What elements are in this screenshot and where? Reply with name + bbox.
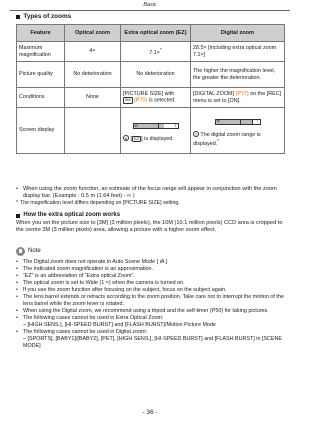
header-feature: Feature: [17, 25, 65, 42]
page-link-p70[interactable]: (P70): [134, 97, 148, 104]
section-title-text: Types of zooms: [23, 13, 72, 20]
note-list: [16, 259, 286, 350]
row-label: Conditions: [17, 88, 65, 108]
cell-optical: No deterioration: [65, 62, 121, 88]
callout-7-icon: 7: [194, 131, 198, 137]
extra-zoom-paragraph: When you set the picture size to [3M] (3 million pixels), the 10M (10.1 million pixels) CCD area is cropped to the centre 3M (3 million pixels) area, allowing a picture with a higher zoom effect.: [16, 220, 283, 234]
list-item: • The following cases cannot be used in Digital zoom:: [16, 329, 148, 336]
page-number: - 36 -: [142, 409, 158, 416]
ez-zoom-bar: W T: [134, 123, 177, 128]
row-label: Screen display: [17, 108, 65, 154]
row-label: Maximum magnification: [17, 42, 65, 62]
list-item: • The indicated zoom magnification is an approximation.: [16, 266, 154, 273]
table-row: [17, 42, 285, 62]
page-link-p77[interactable]: (P77): [235, 91, 249, 98]
square-bullet-icon: [16, 214, 20, 218]
cell-digital: 28.5× [including extra optical zoom 7.1×]: [191, 42, 285, 62]
table-row: [17, 108, 285, 154]
cell-digital: [DIGITAL ZOOM] (P77) on the [REC] menu is set to [ON].: [191, 88, 285, 108]
list-item: • “EZ” is an abbreviation of “Extra optical Zoom”.: [16, 273, 135, 280]
cell-ez: No deterioration: [121, 62, 191, 88]
header-ez: Extra optical zoom (EZ): [121, 25, 191, 42]
table-header-row: [17, 25, 285, 42]
picture-size-3m-icon: 3M: [125, 97, 131, 103]
header-rule: [10, 10, 290, 11]
cell-digital-display: W T 7 The digital zoom range is displayed.*: [191, 108, 285, 154]
footnote: * The magnification level differs depending on [PICTURE SIZE] setting.: [16, 200, 180, 207]
note-icon: [16, 247, 25, 256]
list-subitem: – [SPORTS], [BABY1]/[BABY2], [PET], [HIGH SENS.], [HI-SPEED BURST] and [FLASH BURST] in [SCENE MODE]: [23, 336, 283, 350]
zoom-types-table: [16, 24, 285, 154]
list-item: • When using the Digital zoom, we recommend using a tripod and the self-timer (P50) for taking pictures.: [16, 308, 269, 315]
cell-digital: The higher the magnification level, the greater the deterioration.: [191, 62, 285, 88]
header-digital: Digital zoom: [191, 25, 285, 42]
list-item: • The optical zoom is set to Wide (1 ×) when the camera is turned on.: [16, 280, 185, 287]
cell-optical: None: [65, 88, 121, 108]
digital-zoom-bar: W T: [216, 119, 259, 124]
square-bullet-icon: [16, 15, 20, 19]
cell-ez: 7.1×*: [121, 42, 191, 62]
header-optical: Optical zoom: [65, 25, 121, 42]
list-item: • When using the zoom function, an estimate of the focus range will appear in conjunction with the zoom display bar. (Example : 0.5 m (1.64 feet) - ∞ ): [16, 186, 277, 200]
running-title: Basic: [143, 2, 157, 8]
list-item: • The lens barrel extends or retracts according to the zoom position. Take care not to interrupt the motion of the lens barrel while the zoom lever is rotated.: [16, 294, 284, 308]
table-row: [17, 88, 285, 108]
cell-optical-empty: [65, 108, 121, 154]
list-item: • The Digital zoom does not operate in Auto Scene Mode [ iA ].: [16, 259, 169, 265]
row-label: Picture quality: [17, 62, 65, 88]
table-row: [17, 62, 285, 88]
cell-optical: 4×: [65, 42, 121, 62]
callout-6-icon: 6: [124, 136, 128, 142]
cell-ez: [PICTURE SIZE] with 3M (P70) is selected.: [121, 88, 191, 108]
section-title-extra: How the extra optical zoom works: [16, 212, 120, 220]
list-item: • The following cases cannot be used in Extra Optical Zoom:: [16, 315, 164, 322]
ez-indicator-icon: EZ: [134, 135, 140, 141]
cell-ez-display: W T 6 EZ ] is displayed.: [121, 108, 191, 154]
list-item: • If you use the zoom function after focusing on the subject, focus on the subject again.: [16, 287, 227, 294]
list-subitem: – [HIGH SENS.], [HI-SPEED BURST] and [FLASH BURST]/Motion Picture Mode: [23, 322, 216, 329]
zoom-notes: [16, 186, 286, 207]
note-heading: Note: [16, 247, 41, 256]
section-title-types: [16, 13, 71, 21]
